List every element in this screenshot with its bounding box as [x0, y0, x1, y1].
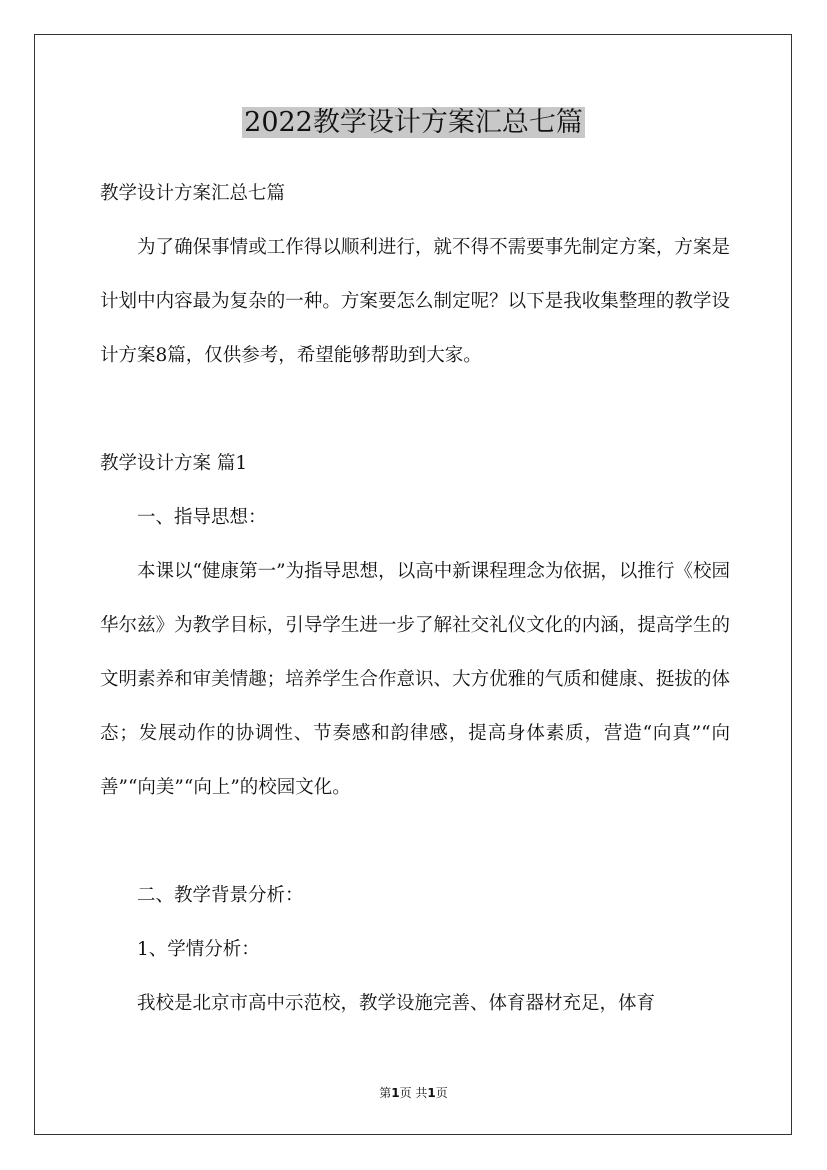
footer-mid: 页 共 — [399, 1086, 428, 1100]
footer-suffix: 页 — [435, 1086, 448, 1100]
part2-paragraph: 我校是北京市高中示范校，教学设施完善、体育器材充足，体育 — [137, 993, 656, 1014]
footer-total-pages: 1 — [427, 1086, 436, 1100]
part1-heading: 一、指导思想： — [137, 507, 267, 528]
document-title — [0, 103, 827, 143]
intro-paragraph: 为了确保事情或工作得以顺利进行，就不得不需要事先制定方案，方案是计划中内容最为复杂的一种。方案要怎么制定呢？以下是我收集整理的教学设计方案8篇，仅供参考，希望能够帮助到大家。 — [100, 237, 730, 366]
section-heading: 教学设计方案 篇1 — [100, 453, 248, 474]
part2-sub-heading: 1、学情分析： — [137, 939, 260, 960]
document-subtitle: 教学设计方案汇总七篇 — [100, 183, 286, 204]
part1-paragraph: 本课以“健康第一”为指导思想，以高中新课程理念为依据，以推行《校园华尔兹》为教学目标，引导学生进一步了解社交礼仪文化的内涵，提高学生的文明素养和审美情趣；培养学生合作意识、大方优雅的气质和健康、挺拔的体态；发展动作的协调性、节奏感和韵律感，提高身体素质，营造“向真”“向善”“向美”“向上”的校园文化。 — [100, 561, 730, 798]
footer-prefix: 第 — [379, 1086, 392, 1100]
part2-heading: 二、教学背景分析： — [137, 885, 304, 906]
page-footer — [0, 1084, 827, 1102]
footer-current-page: 1 — [391, 1086, 400, 1100]
document-title-text: 2022教学设计方案汇总七篇 — [244, 107, 583, 138]
